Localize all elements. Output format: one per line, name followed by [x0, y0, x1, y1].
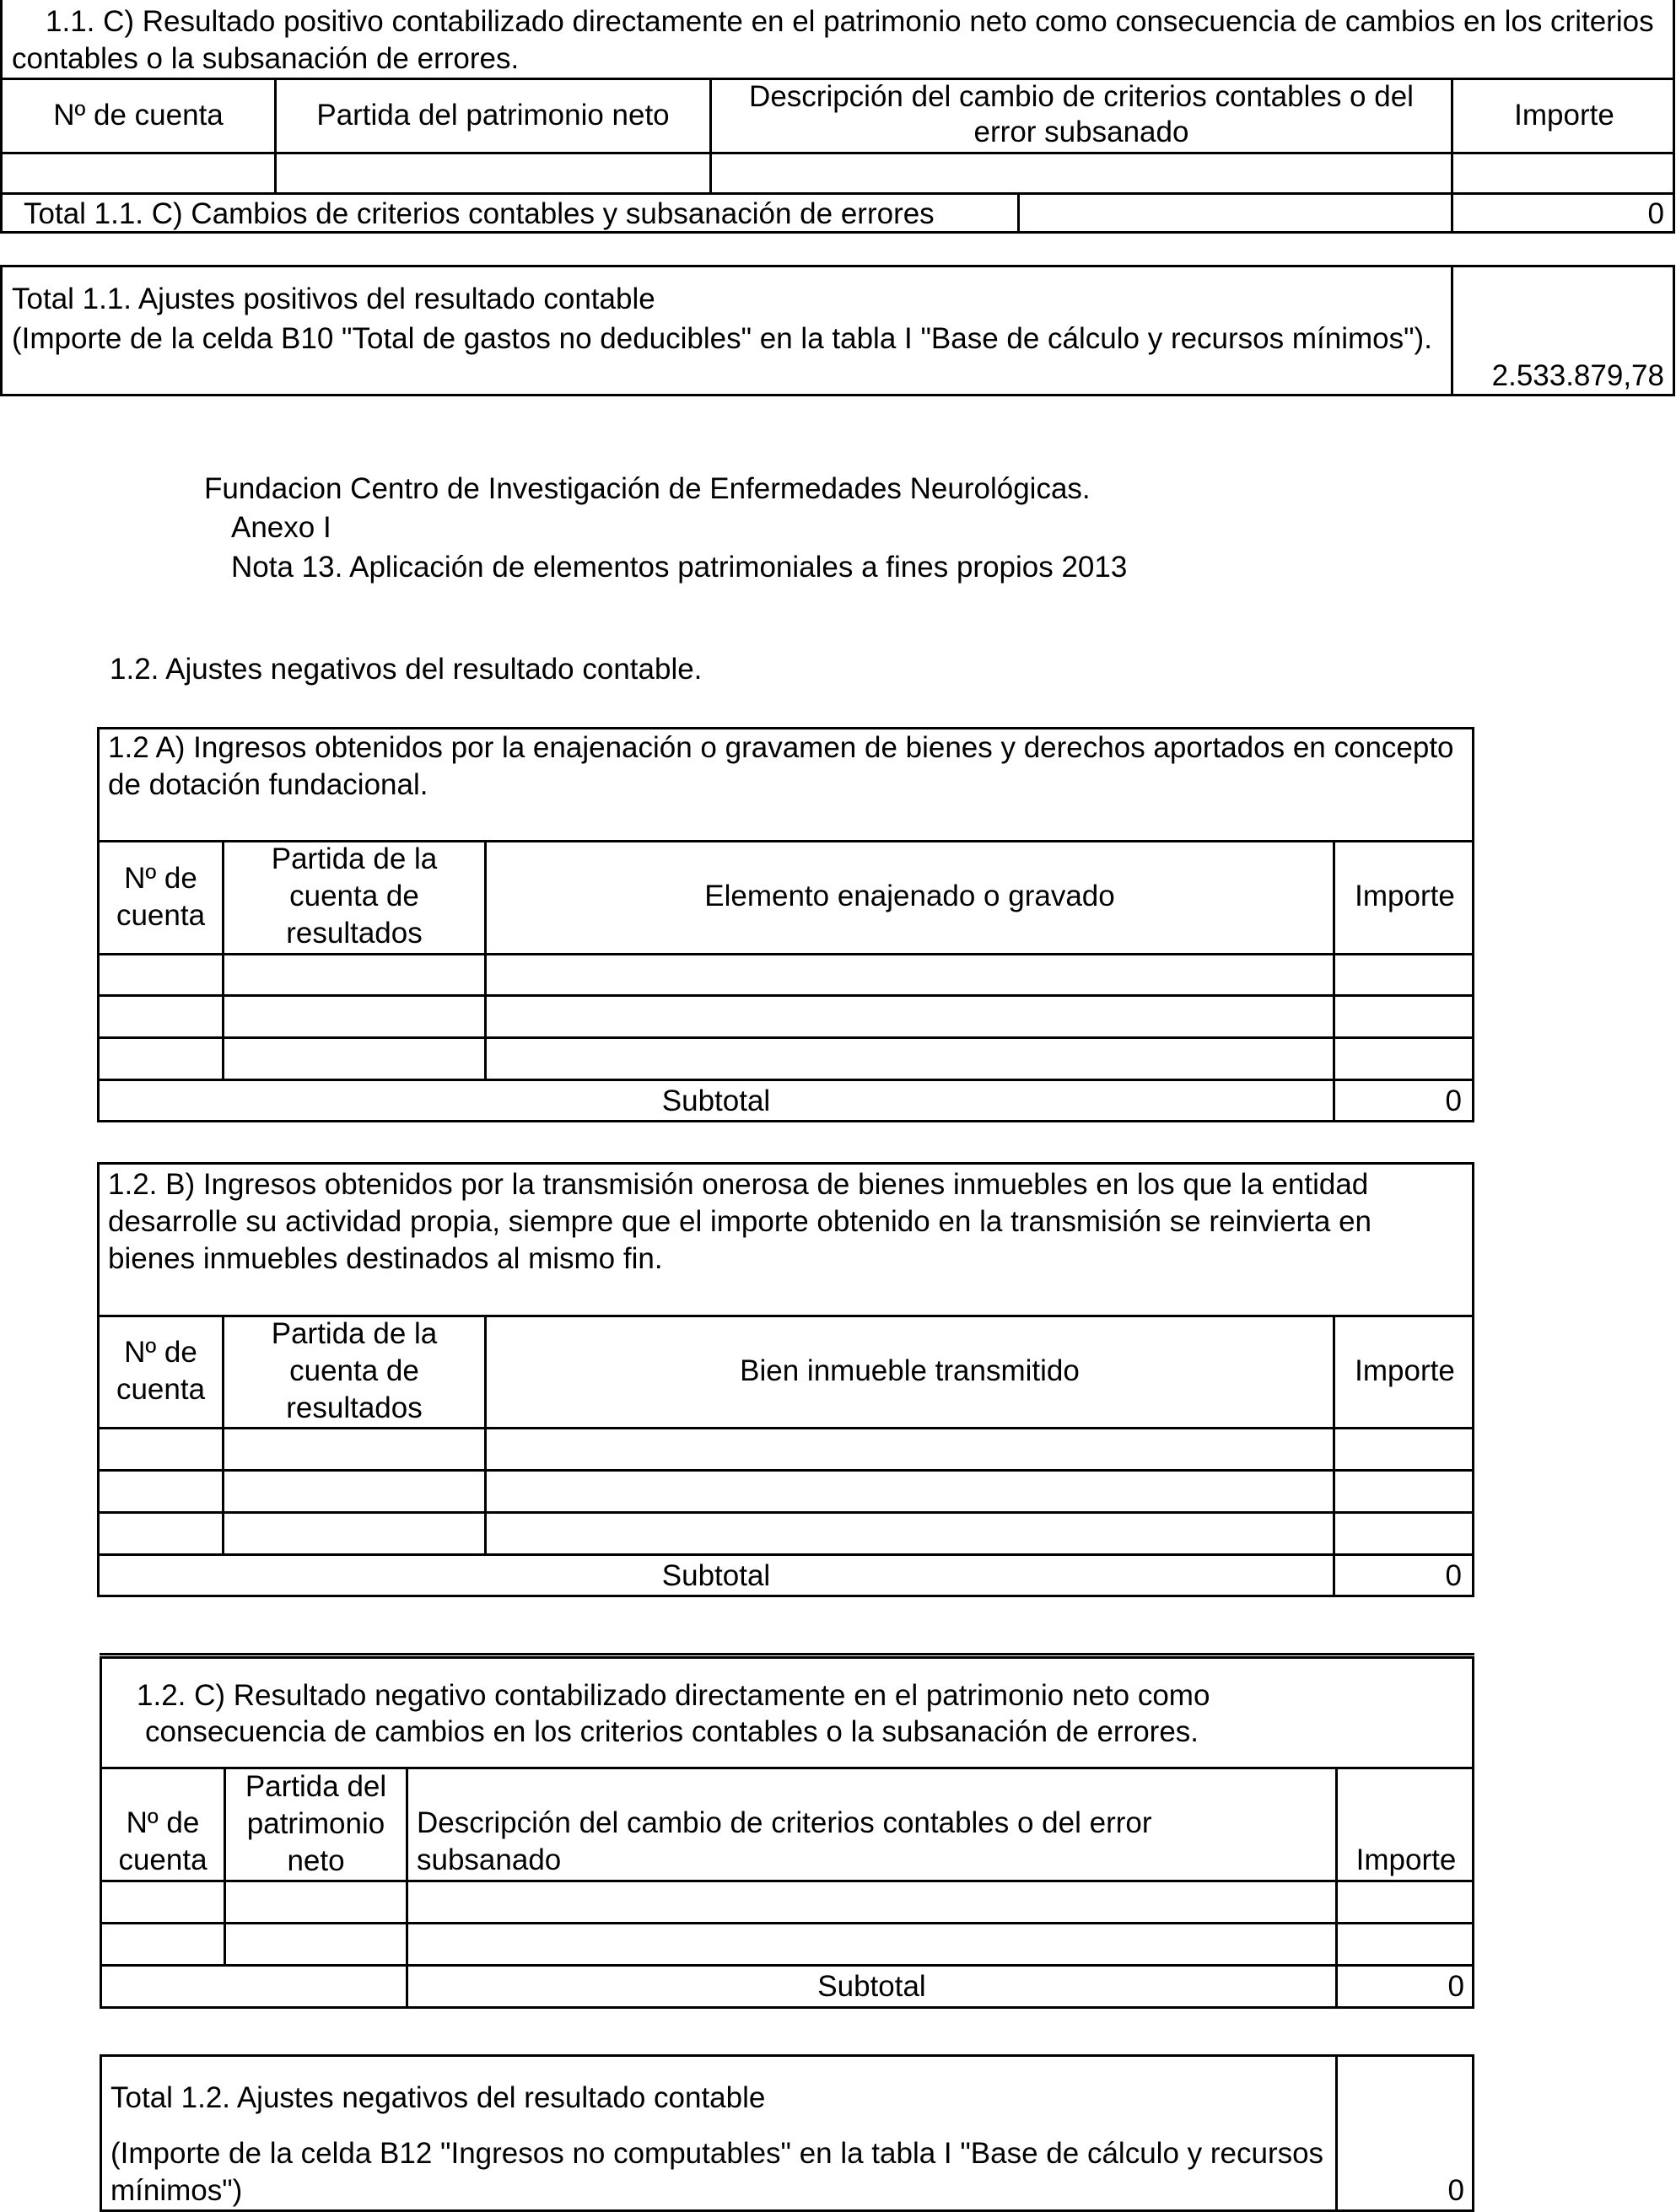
organization-name: Fundacion Centro de Investigación de Enfermedades Neurológicas. — [204, 472, 1091, 505]
subtotal-value: 0 — [1445, 1084, 1462, 1117]
header-equity-item: Partida del patrimonio neto — [316, 99, 670, 132]
header-property: Bien inmueble transmitido — [740, 1354, 1080, 1387]
header-equity-item: Partida del patrimonio neto — [245, 1770, 387, 1877]
section-1-1-c-total-label: Total 1.1. C) Cambios de criterios contables y subsanación de errores — [24, 197, 935, 230]
header-element: Elemento enajenado o gravado — [704, 880, 1115, 912]
section-1-2-a-title: 1.2 A) Ingresos obtenidos por la enajenación o gravamen de bienes y derechos aportados en concepto de dotación fundacional. — [108, 731, 1454, 801]
header-account-number: Nº de cuenta — [53, 99, 224, 132]
header-change-description: Descripción del cambio de criterios contables o del error subsanado — [417, 1806, 1152, 1876]
annex-label: Anexo I — [231, 511, 331, 544]
header-account-number: Nº de cuenta — [116, 862, 206, 932]
total-1-1-note: (Importe de la celda B10 "Total de gastos no deducibles" en la tabla I "Base de cálculo y recursos mínimos"). — [12, 322, 1432, 355]
header-amount: Importe — [1355, 1843, 1457, 1876]
header-amount: Importe — [1355, 1354, 1455, 1387]
total-1-1-value: 2.533.879,78 — [1491, 359, 1664, 392]
section-1-2-title: 1.2. Ajustes negativos del resultado contable. — [110, 653, 703, 686]
header-account-number: Nº de cuenta — [118, 1806, 207, 1876]
header-amount: Importe — [1514, 99, 1614, 132]
section-1-2-c-title-line2: consecuencia de cambios en los criterios contables o la subsanación de errores. — [145, 1715, 1199, 1748]
total-1-2-label: Total 1.2. Ajustes negativos del resultado contable — [110, 2081, 766, 2114]
section-1-1-c-total-value: 0 — [1647, 197, 1664, 230]
subtotal-value: 0 — [1447, 1970, 1464, 2003]
note-title: Nota 13. Aplicación de elementos patrimoniales a fines propios 2013 — [231, 551, 1128, 584]
header-income-statement-item: Partida de la cuenta de resultados — [271, 842, 438, 950]
header-account-number: Nº de cuenta — [116, 1336, 206, 1406]
section-1-1-c-title: 1.1. C) Resultado positivo contabilizado directamente en el patrimonio neto como consecuencia de cambios en los criterios contables o la subsanación de errores. — [12, 5, 1654, 75]
header-change-description: Descripción del cambio de criterios contables o del error subsanado — [749, 80, 1414, 148]
subtotal-label: Subtotal — [661, 1084, 771, 1117]
header-amount: Importe — [1355, 880, 1455, 912]
header-income-statement-item: Partida de la cuenta de resultados — [271, 1317, 438, 1424]
total-1-2-value: 0 — [1447, 2174, 1464, 2207]
subtotal-label: Subtotal — [661, 1559, 771, 1592]
section-1-2-c-title-line1: 1.2. C) Resultado negativo contabilizado directamente en el patrimonio neto como — [137, 1679, 1210, 1712]
total-1-2-note: (Importe de la celda B12 "Ingresos no computables" en la tabla I "Base de cálculo y recursos mínimos") — [110, 2137, 1324, 2207]
section-1-2-b-title: 1.2. B) Ingresos obtenidos por la transmisión onerosa de bienes inmuebles en los que la entidad desarrolle su actividad propia, siempre que el importe obtenido en la transmisión se reinvierta en bienes inmuebles destinados al mismo fin. — [108, 1168, 1372, 1275]
subtotal-value: 0 — [1445, 1559, 1462, 1592]
subtotal-label: Subtotal — [817, 1970, 926, 2003]
total-1-1-label: Total 1.1. Ajustes positivos del resultado contable — [12, 283, 655, 315]
